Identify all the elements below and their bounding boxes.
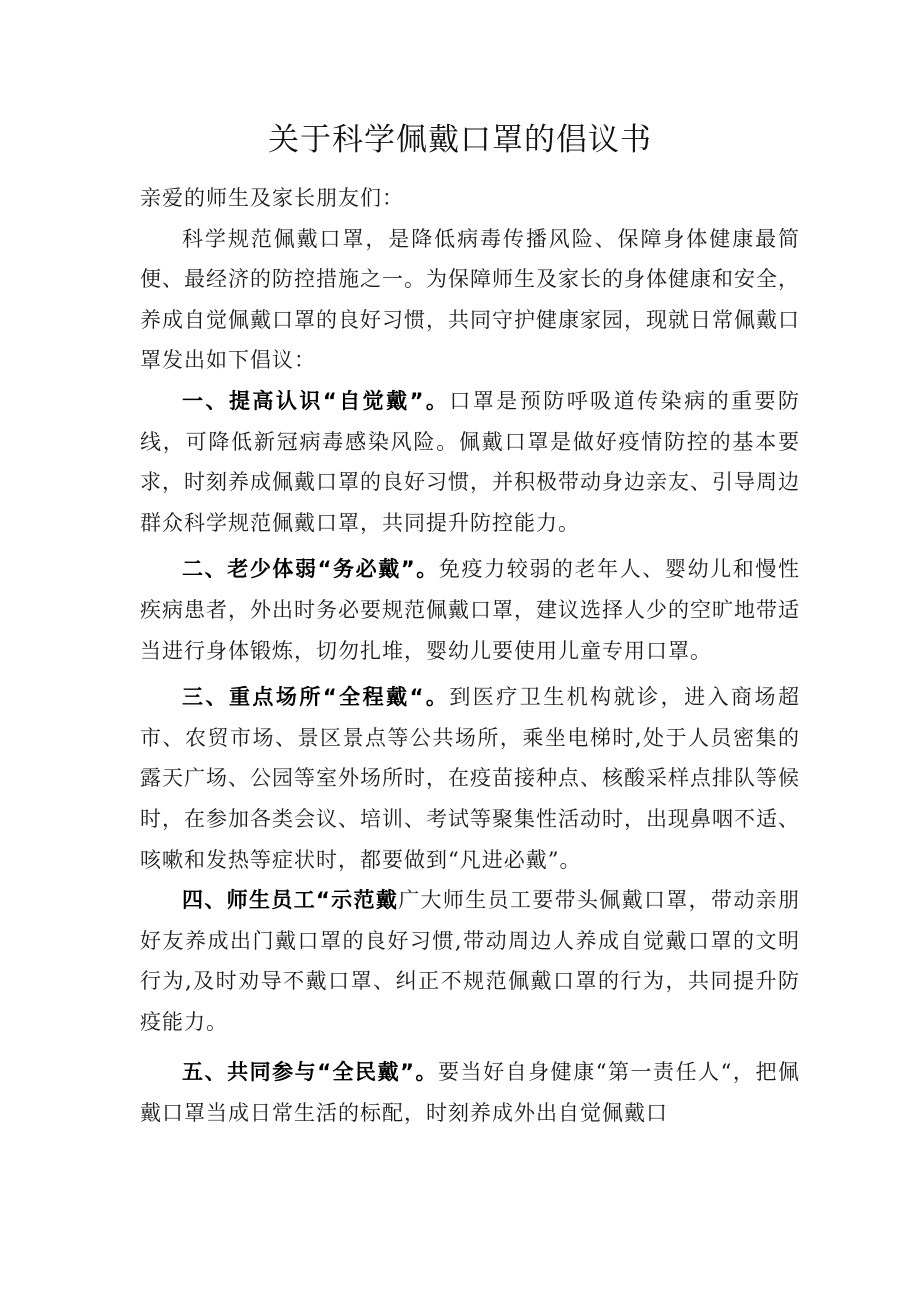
- section-1-text: 口罩是预防呼吸道传染病的重要防线，可降低新冠病毒感染风险。佩戴口罩是做好疫情防控的基本要求，时刻养成佩戴口罩的良好习惯，并积极带动身边亲友、引导周边群众科学规范佩戴口罩，共同提升防控能力。: [140, 388, 800, 535]
- section-1-heading: 一、提高认识“自觉戴”。: [182, 388, 450, 413]
- section-5-paragraph: [140, 1052, 800, 1133]
- section-1-paragraph: [140, 381, 800, 543]
- section-5-text: 要当好自身健康“第一责任人“，把佩戴口罩当成日常生活的标配，时刻养成外出自觉佩戴口: [140, 1060, 800, 1126]
- section-2-text: 免疫力较弱的老年人、婴幼儿和慢性疾病患者，外出时务必要规范佩戴口罩，建议选择人少的空旷地带适当进行身体锻炼，切勿扎堆，婴幼儿要使用儿童专用口罩。: [140, 557, 800, 663]
- section-5-heading: 五、共同参与“全民戴”。: [182, 1060, 438, 1085]
- section-3-paragraph: [140, 677, 800, 880]
- salutation: 亲爱的师生及家长朋友们：: [140, 186, 404, 210]
- section-3-heading: 三、重点场所“全程戴“。: [182, 685, 450, 710]
- section-2-paragraph: [140, 549, 800, 671]
- document-title: 关于科学佩戴口罩的倡议书: [268, 122, 652, 158]
- intro-paragraph: 科学规范佩戴口罩，是降低病毒传播风险、保障身体健康最简便、最经济的防控措施之一。为保障师生及家长的身体健康和安全，养成自觉佩戴口罩的良好习惯，共同守护健康家园，现就日常佩戴口罩发出如下倡议：: [140, 226, 800, 373]
- section-4-heading: 四、师生员工“示范戴: [182, 888, 399, 913]
- section-3-text: 到医疗卫生机构就诊，进入商场超市、农贸市场、景区景点等公共场所，乘坐电梯时,处于人员密集的露天广场、公园等室外场所时，在疫苗接种点、核酸采样点排队等候时，在参加各类会议、培训、考试等聚集性活动时，出现鼻咽不适、咳嗽和发热等症状时，都要做到“凡进必戴”。: [140, 685, 800, 872]
- section-2-heading: 二、老少体弱“务必戴”。: [182, 557, 439, 582]
- section-4-text: 广大师生员工要带头佩戴口罩，带动亲朋好友养成出门戴口罩的良好习惯,带动周边人养成自觉戴口罩的文明行为,及时劝导不戴口罩、纠正不规范佩戴口罩的行为，共同提升防疫能力。: [140, 888, 801, 1034]
- document-body: [140, 178, 800, 1134]
- section-4-paragraph: [140, 880, 800, 1042]
